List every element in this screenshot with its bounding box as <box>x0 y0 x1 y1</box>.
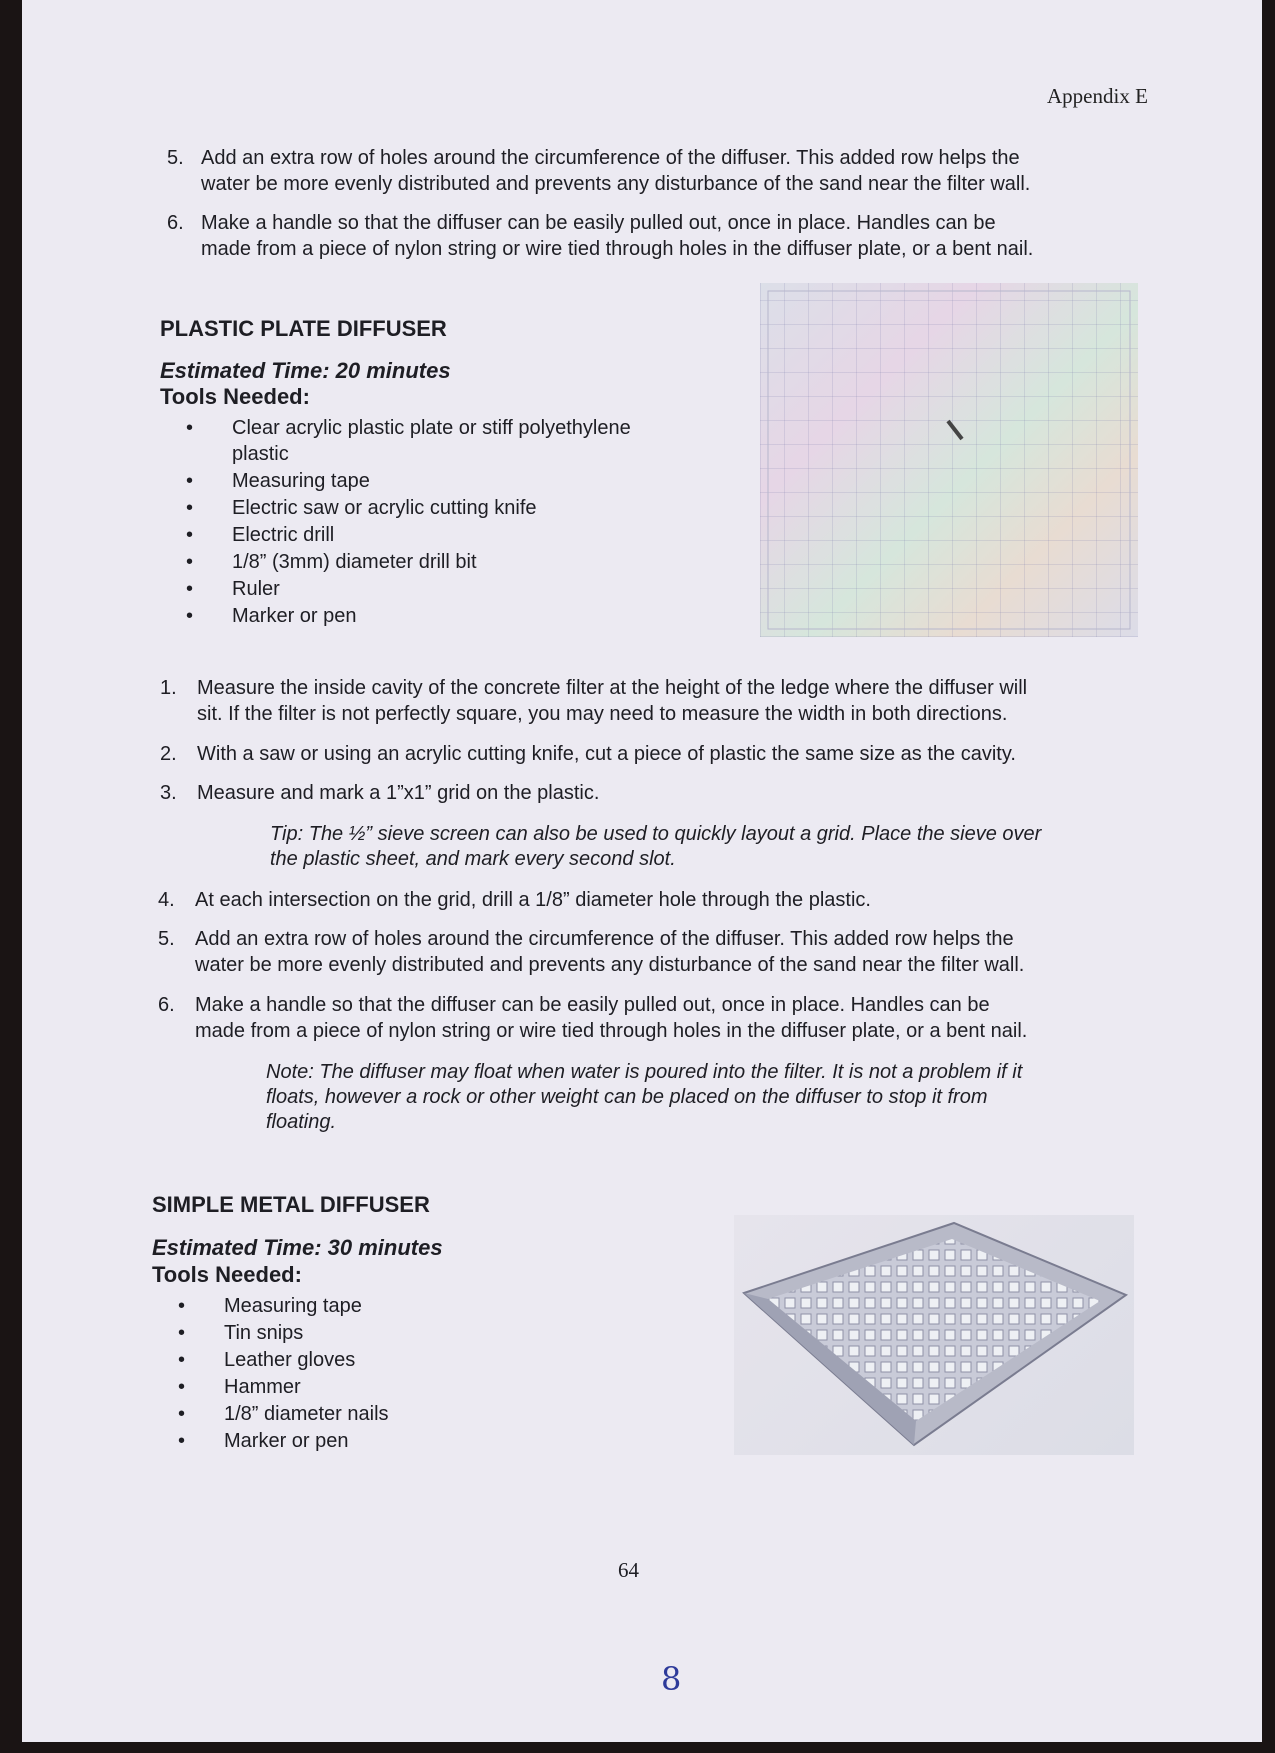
plastic-note: Note: The diffuser may float when water is poured into the filter. It is not a problem if it floats, however a rock or other weight can be placed on the diffuser to stop it from floating. <box>266 1061 1023 1133</box>
step-number: 6. <box>167 212 184 234</box>
plastic-tools-list <box>160 415 760 630</box>
metal-estimated-time: Estimated Time: 30 minutes <box>152 1235 443 1260</box>
plastic-plate-photo <box>760 283 1138 637</box>
metal-tools-list <box>152 1293 652 1455</box>
plastic-estimated-time: Estimated Time: 20 minutes <box>160 358 451 383</box>
page-number: 64 <box>618 1558 639 1582</box>
metal-section-title: SIMPLE METAL DIFFUSER <box>152 1192 430 1217</box>
plastic-step-2: 2. With a saw or using an acrylic cutting knife, cut a piece of plastic the same size as the cavity. <box>160 743 1016 765</box>
tool-item: • Hammer <box>152 1374 652 1400</box>
step-text-line-2: made from a piece of nylon string or wire tied through holes in the diffuser plate, or a bent nail. <box>201 238 1034 260</box>
plastic-step-5: 5. Add an extra row of holes around the circumference of the diffuser. This added row helps the water be more evenly distributed and prevents any disturbance of the sand near the filter wall. <box>158 928 1025 976</box>
intro-step-5 <box>167 145 1167 201</box>
tool-item: • Leather gloves <box>152 1347 652 1373</box>
plastic-tip: Tip: The ½” sieve screen can also be used to quickly layout a grid. Place the sieve over the plastic sheet, and mark every second slot. <box>270 823 1042 870</box>
tool-item: • Marker or pen <box>160 603 760 629</box>
plastic-tools-heading: Tools Needed: <box>160 384 310 409</box>
metal-diffuser-drawing <box>734 1215 1134 1455</box>
tool-item: • Clear acrylic plastic plate or stiff polyethylene plastic <box>160 415 760 467</box>
intro-step-6 <box>167 210 1167 266</box>
plastic-step-6: 6. Make a handle so that the diffuser can be easily pulled out, once in place. Handles can be made from a piece of nylon string or wire tied through holes in the diffuser plate, or a bent nail. <box>158 994 1028 1042</box>
tool-item: • 1/8” (3mm) diameter drill bit <box>160 549 760 575</box>
plastic-step-4: 4. At each intersection on the grid, drill a 1/8” diameter hole through the plastic. <box>158 889 871 911</box>
tool-item: • 1/8” diameter nails <box>152 1401 652 1427</box>
step-number: 5. <box>167 147 184 169</box>
plastic-step-1: 1. Measure the inside cavity of the concrete filter at the height of the ledge where the diffuser will sit. If the filter is not perfectly square, you may need to measure the width in both directions. <box>160 677 1028 725</box>
step-text-line-2: water be more evenly distributed and prevents any disturbance of the sand near the filter wall. <box>201 173 1031 195</box>
tool-item: • Marker or pen <box>152 1428 652 1454</box>
document-page <box>22 0 1262 1742</box>
metal-tools-heading: Tools Needed: <box>152 1262 302 1287</box>
tool-item: • Ruler <box>160 576 760 602</box>
plastic-plate-drawing <box>760 283 1138 637</box>
tool-item: • Measuring tape <box>152 1293 652 1319</box>
step-text-line-1: Add an extra row of holes around the circumference of the diffuser. This added row helps the <box>201 147 1020 169</box>
tool-item: • Measuring tape <box>160 468 760 494</box>
handwritten-number: 8 <box>661 1660 682 1698</box>
metal-diffuser-photo <box>734 1215 1134 1455</box>
tool-item: • Tin snips <box>152 1320 652 1346</box>
plastic-step-3: 3. Measure and mark a 1”x1” grid on the plastic. <box>160 782 600 804</box>
plastic-section-title: PLASTIC PLATE DIFFUSER <box>160 316 447 341</box>
tool-item: • Electric saw or acrylic cutting knife <box>160 495 760 521</box>
tool-item: • Electric drill <box>160 522 760 548</box>
step-text-line-1: Make a handle so that the diffuser can be easily pulled out, once in place. Handles can be <box>201 212 996 234</box>
appendix-label: Appendix E <box>1047 84 1148 108</box>
